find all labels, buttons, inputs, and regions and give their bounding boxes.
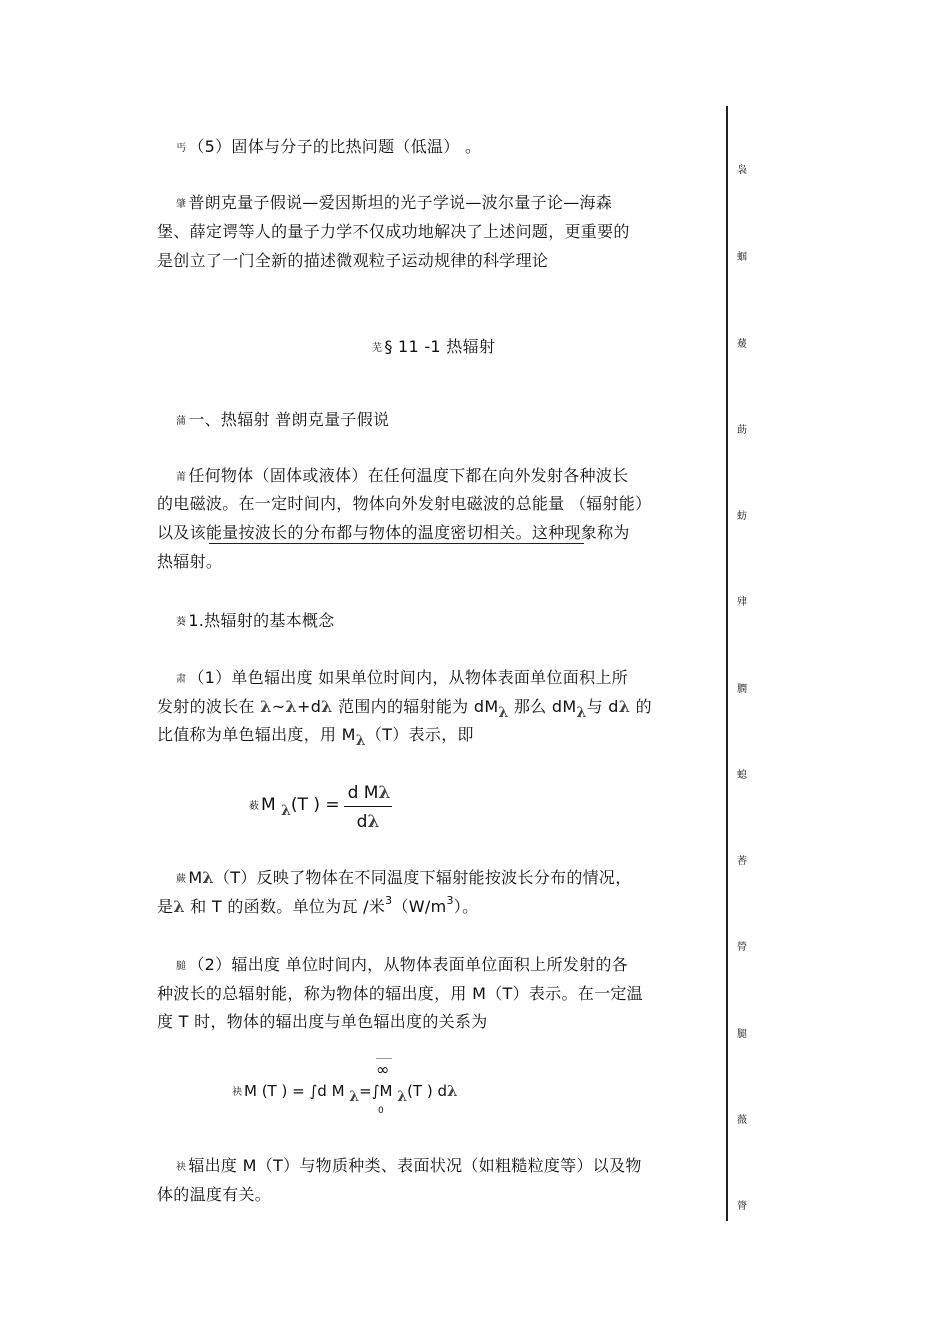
fraction-bar	[344, 806, 392, 807]
text-line-20: 体的温度有关。	[157, 1185, 272, 1204]
margin-char: 膶	[737, 684, 747, 695]
lambda-subscript: λ	[576, 705, 587, 721]
margin-char: 蚄	[737, 511, 747, 522]
lambda-symbol: λ	[367, 812, 380, 832]
margin-mark: 芜	[372, 343, 383, 354]
integral-upper-limit: ∞	[376, 1060, 390, 1079]
lambda-symbol: λ	[285, 697, 297, 716]
text-line-3: 堡、薛定谔等人的量子力学不仅成功地解决了上述问题，更重要的	[157, 222, 630, 241]
text-line-15: 是λ 和 T 的函数。单位为瓦 /米$^3(W/m^3)$。	[157, 894, 479, 916]
integral-overline	[376, 1058, 392, 1059]
lambda-symbol: λ	[321, 697, 333, 716]
margin-char: 蝈	[737, 252, 747, 263]
margin-char: 莇	[737, 425, 747, 436]
margin-mark: 葵	[176, 617, 187, 628]
margin-mark: 莆	[176, 472, 187, 483]
margin-char: 腿	[737, 1029, 747, 1040]
text-line-13: 比值称为单色辐出度，用 Mλ（T）表示，即	[157, 725, 474, 749]
margin-mark: 肇	[176, 199, 187, 210]
subsection-heading: 蒲 一、热辐射 普朗克量子假说	[176, 410, 390, 429]
lambda-subscript: λ	[498, 705, 509, 721]
text-line-8: 以及该能量按波长的分布都与物体的温度密切相关。这种现象称为	[157, 523, 630, 542]
text-line-1: 丐 （5）固体与分子的比热问题（低温） 。	[176, 137, 482, 156]
section-heading: 芜 § 11 -1 热辐射	[372, 337, 496, 356]
text-underline	[209, 543, 584, 544]
margin-mark: 袂	[176, 1162, 187, 1173]
margin-char: 蕿	[737, 339, 747, 350]
margin-char: 膂	[737, 1201, 747, 1212]
lambda-symbol: λ	[173, 897, 185, 916]
margin-char: 肂	[737, 597, 747, 608]
margin-mark: 膇	[176, 961, 187, 972]
margin-mark: 薮	[249, 801, 259, 812]
lambda-symbol: λ	[447, 1082, 458, 1100]
margin-mark: 丐	[176, 143, 187, 154]
text-line-4: 是创立了一门全新的描述微观粒子运动规律的科学理论	[157, 251, 549, 270]
formula-monochromatic-exitance: 薮 M $_\lambda$(T ) =	[249, 795, 340, 819]
margin-char: 袅	[737, 165, 747, 176]
text-line-2: 肇 普朗克量子假说—爱因斯坦的光子学说—波尔量子论—海森	[176, 193, 613, 212]
margin-char: 莕	[737, 856, 747, 867]
text-line-19: 袂 辐出度 M（T）与物质种类、表面状况（如粗糙粒度等）以及物	[176, 1156, 642, 1175]
text-line-17: 种波长的总辐射能，称为物体的辐出度，用 M（T）表示。在一定温	[157, 984, 643, 1003]
formula-total-exitance: 袂 M (T ) = ∫d M λ=∫M λ(T ) dλ	[232, 1082, 458, 1105]
lambda-symbol: λ	[202, 868, 214, 887]
margin-mark: 蕨	[176, 874, 187, 885]
text-line-7: 的电磁波。在一定时间内，物体向外发射电磁波的总能量 （辐射能）	[157, 494, 652, 513]
lambda-subscript: λ	[349, 1089, 360, 1105]
margin-char: 螅	[737, 770, 747, 781]
margin-char: 膋	[737, 942, 747, 953]
text-line-18: 度 T 时，物体的辐出度与单色辐出度的关系为	[157, 1012, 488, 1031]
text-line-12: 发射的波长在 λ~λ+dλ 范围内的辐射能为 dMλ 那么 dMλ与 dλ 的	[157, 697, 652, 721]
lambda-subscript: λ	[355, 733, 366, 749]
lambda-symbol: λ	[618, 697, 631, 716]
margin-rule	[726, 106, 728, 1221]
text-line-6: 莆 任何物体（固体或液体）在任何温度下都在向外发射各种波长	[176, 466, 629, 485]
lambda-symbol: λ	[378, 783, 391, 803]
text-line-9: 热辐射。	[157, 552, 223, 571]
margin-char: 薇	[737, 1115, 747, 1126]
text-line-16: 膇 （2）辐出度 单位时间内，从物体表面单位面积上所发射的各	[176, 955, 628, 974]
margin-mark: 蒲	[176, 416, 187, 427]
margin-mark: 袂	[232, 1087, 242, 1098]
concept-heading: 葵 1.热辐射的基本概念	[176, 611, 335, 630]
fraction-numerator: d Mλ	[347, 783, 391, 803]
fraction-denominator: dλ	[356, 812, 380, 832]
text-line-11: 肃 （1）单色辐出度 如果单位时间内，从物体表面单位面积上所	[176, 668, 628, 687]
lambda-subscript: λ	[281, 803, 291, 819]
margin-mark: 肃	[176, 674, 187, 685]
text-line-14: 蕨 Mλ（T）反映了物体在不同温度下辐射能按波长分布的情况，	[176, 868, 632, 887]
integral-lower-limit: 0	[378, 1106, 384, 1116]
lambda-symbol: λ	[260, 697, 272, 716]
lambda-subscript: λ	[397, 1089, 408, 1105]
